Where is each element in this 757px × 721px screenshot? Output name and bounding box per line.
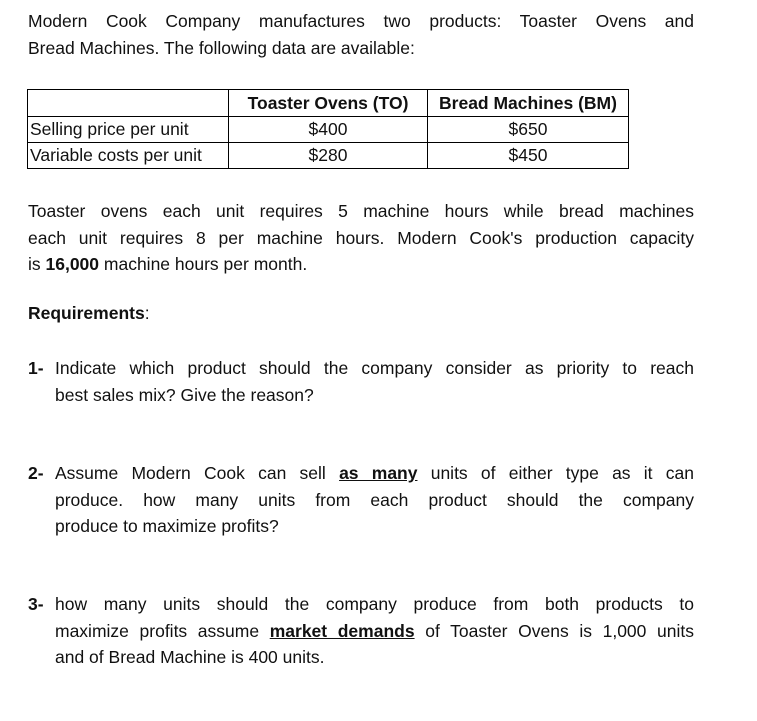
table-row	[28, 117, 629, 143]
table-header-toaster-ovens: Toaster Ovens (TO)	[229, 90, 428, 117]
requirement-2-line-3: produce to maximize profits?	[55, 516, 279, 536]
requirement-3-line-2	[55, 618, 694, 645]
requirement-item-3	[28, 591, 694, 671]
requirement-1-line-1: Indicate which product should the company consider as priority to reach	[55, 358, 694, 378]
capacity-line-3-post: machine hours per month.	[99, 254, 308, 274]
requirement-number-1: 1-	[28, 358, 44, 378]
intro-paragraph	[28, 8, 694, 61]
requirement-item-2	[28, 460, 694, 540]
row-label-variable-costs: Variable costs per unit	[28, 143, 229, 169]
capacity-line-1: Toaster ovens each unit requires 5 machine hours while bread machines	[28, 201, 694, 221]
product-data-table	[27, 89, 629, 169]
cell-to-variable-costs: $280	[229, 143, 428, 169]
requirement-number-3: 3-	[28, 594, 44, 614]
requirement-1-line-2: best sales mix? Give the reason?	[55, 384, 314, 405]
capacity-hours-value: 16,000	[45, 254, 100, 274]
requirements-title: Requirements	[28, 303, 145, 323]
emphasis-as-many: as many	[339, 463, 418, 483]
row-label-selling-price: Selling price per unit	[28, 117, 229, 143]
capacity-paragraph	[28, 198, 694, 278]
cell-bm-variable-costs: $450	[428, 143, 629, 169]
capacity-line-2: each unit requires 8 per machine hours. Modern Cook's production capacity	[28, 227, 694, 248]
emphasis-market-demands: market demands	[269, 620, 415, 641]
capacity-line-3	[28, 251, 694, 278]
requirement-body-1	[55, 355, 694, 408]
requirement-3-line-3: and of Bread Machine is 400 units.	[55, 647, 325, 667]
requirement-2-line-1-pre: Assume Modern Cook can sell	[55, 463, 340, 483]
requirements-colon: :	[144, 303, 150, 323]
intro-line-1: Modern Cook Company manufactures two products: Toaster Ovens and	[28, 11, 694, 31]
table-header-bread-machines: Bread Machines (BM)	[428, 90, 629, 117]
requirement-3-line-2-post: of Toaster Ovens is 1,000 units	[414, 620, 694, 641]
requirement-item-1	[28, 355, 694, 408]
requirements-heading	[28, 303, 150, 324]
requirement-2-line-2: produce. how many units from each product should the company	[55, 489, 694, 510]
capacity-line-3-pre: is	[28, 254, 46, 274]
requirement-body-2	[55, 460, 694, 540]
requirement-body-3	[55, 591, 694, 671]
requirement-number-2: 2-	[28, 463, 44, 483]
requirement-3-line-2-pre: maximize profits assume	[55, 620, 270, 641]
table-header-blank	[28, 90, 229, 117]
cell-to-selling-price: $400	[229, 117, 428, 143]
table-header-row	[28, 90, 629, 117]
intro-line-2: Bread Machines. The following data are available:	[28, 37, 415, 58]
requirement-3-line-1: how many units should the company produce from both products to	[55, 594, 694, 614]
requirement-2-line-1-post: units of either type as it can	[417, 463, 694, 483]
cell-bm-selling-price: $650	[428, 117, 629, 143]
table-row	[28, 143, 629, 169]
requirement-2-line-1	[55, 460, 694, 487]
